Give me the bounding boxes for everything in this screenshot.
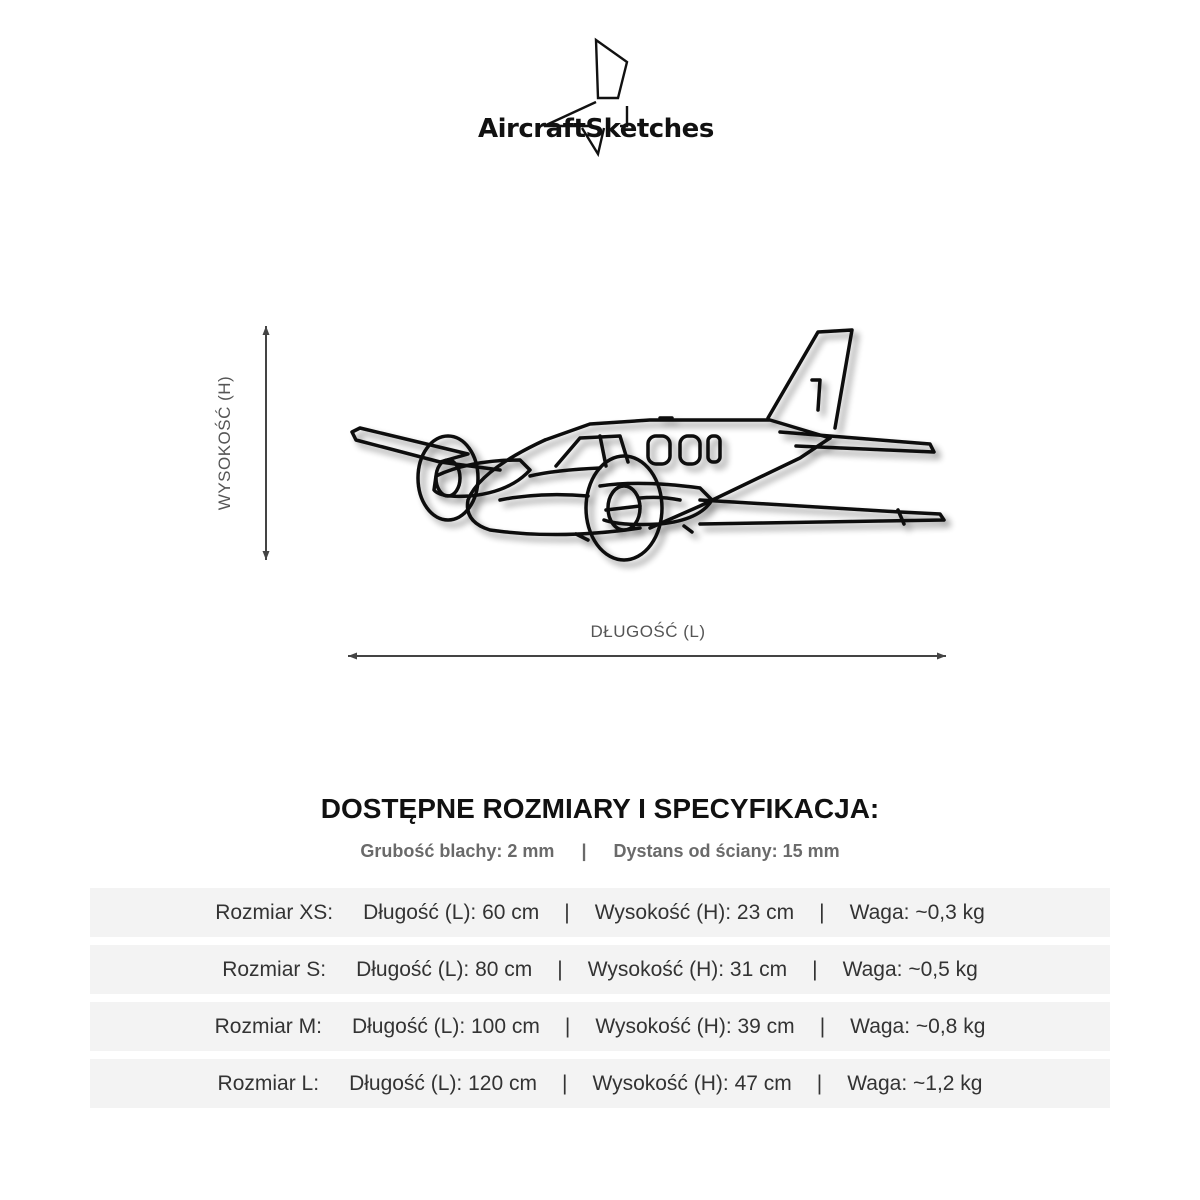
size-weight: Waga: ~0,8 kg — [850, 1014, 986, 1038]
separator: | — [564, 900, 570, 924]
size-name: Rozmiar S: — [222, 957, 327, 981]
separator: | — [819, 1014, 826, 1038]
size-length: Długość (L): 60 cm — [363, 900, 540, 924]
size-row-xs — [90, 888, 1110, 937]
size-row-s — [90, 945, 1110, 994]
separator: | — [812, 957, 818, 981]
size-height: Wysokość (H): 39 cm — [595, 1014, 795, 1038]
separator: | — [561, 1071, 568, 1095]
size-height: Wysokość (H): 23 cm — [594, 900, 795, 924]
separator: | — [557, 957, 563, 981]
size-weight: Waga: ~1,2 kg — [847, 1071, 983, 1095]
aircraft-silhouette — [352, 330, 944, 560]
size-name: Rozmiar M: — [214, 1014, 322, 1038]
separator: | — [816, 1071, 823, 1095]
size-name: Rozmiar XS: — [215, 900, 334, 924]
spec-subtitle — [0, 841, 1200, 862]
size-table — [90, 888, 1110, 1116]
size-length: Długość (L): 80 cm — [356, 957, 533, 981]
size-length: Długość (L): 120 cm — [349, 1071, 537, 1095]
size-row-l — [90, 1059, 1110, 1108]
size-row-m — [90, 1002, 1110, 1051]
brand-logo-text: AircraftSketches — [478, 114, 714, 144]
spec-title: DOSTĘPNE ROZMIARY I SPECYFIKACJA: — [320, 793, 880, 824]
separator: | — [564, 1014, 571, 1038]
wall-distance: Dystans od ściany: 15 mm — [613, 841, 840, 861]
size-name: Rozmiar L: — [217, 1071, 320, 1095]
separator: | — [581, 841, 587, 861]
size-weight: Waga: ~0,3 kg — [849, 900, 985, 924]
size-height: Wysokość (H): 31 cm — [587, 957, 788, 981]
sheet-thickness: Grubość blachy: 2 mm — [360, 841, 555, 861]
separator: | — [819, 900, 825, 924]
size-height: Wysokość (H): 47 cm — [592, 1071, 792, 1095]
height-dimension-label: WYSOKOŚĆ (H) — [215, 375, 234, 511]
size-length: Długość (L): 100 cm — [351, 1014, 540, 1038]
size-weight: Waga: ~0,5 kg — [842, 957, 978, 981]
length-dimension-label: DŁUGOŚĆ (L) — [590, 622, 706, 641]
